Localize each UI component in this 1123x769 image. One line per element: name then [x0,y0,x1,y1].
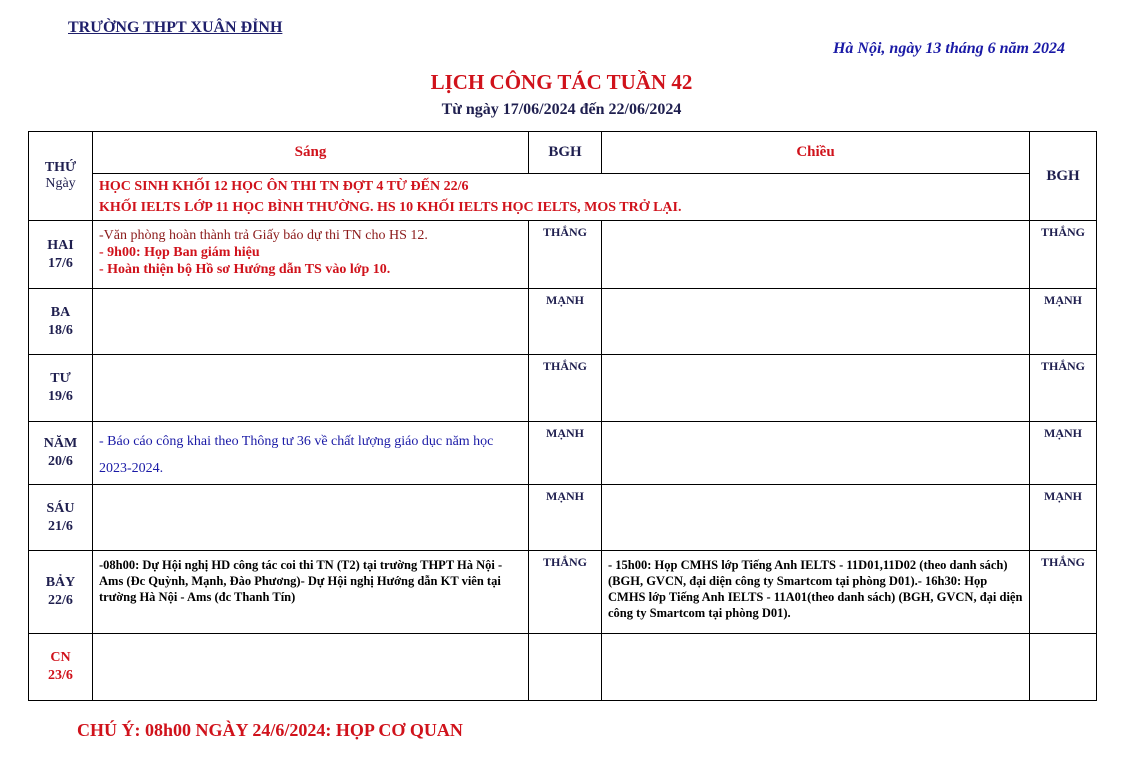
afternoon-cell [602,422,1030,485]
morning-cell [93,221,529,289]
day-date: 23/6 [48,668,73,683]
day-cell [29,289,93,355]
day-name: HAI [47,237,74,253]
bgh-morning-cell: THẮNG [529,221,602,289]
notice-row [29,174,1097,221]
table-row [29,634,1097,701]
header-bgh-afternoon: BGH [1030,132,1097,221]
morning-cell [93,422,529,485]
day-date: 20/6 [48,454,73,469]
page-subtitle: Từ ngày 17/06/2024 đến 22/06/2024 [441,101,682,118]
day-name: BẢY [45,575,76,590]
morning-cell [93,485,529,551]
activity-line: - Dự Hội nghị Hướng dẫn KT viên tại trường Hà Nội - Ams (đc Thanh Tín) [99,574,501,604]
afternoon-cell [602,634,1030,701]
afternoon-cell [602,551,1030,634]
notice-cell [93,174,1030,221]
bgh-afternoon-cell: MẠNH [1030,422,1097,485]
page-title: LỊCH CÔNG TÁC TUẦN 42 [430,70,693,94]
header-bgh-morning: BGH [529,132,602,174]
header-date-label: Ngày [45,176,76,191]
table-row [29,289,1097,355]
footer-note: CHÚ Ý: 08h00 NGÀY 24/6/2024: HỌP CƠ QUAN [77,720,463,740]
afternoon-cell [602,355,1030,422]
day-name: BA [50,304,71,320]
day-cell [29,355,93,422]
day-date: 21/6 [48,518,73,534]
notice-line-1: HỌC SINH KHỐI 12 HỌC ÔN THI TN ĐỢT 4 TỪ ĐẾN 22/6 [99,179,469,194]
afternoon-cell [602,221,1030,289]
school-name: TRƯỜNG THPT XUÂN ĐỈNH [68,19,283,36]
bgh-morning-cell [529,634,602,701]
bgh-afternoon-cell [1030,634,1097,701]
dateline: Hà Nội, ngày 13 tháng 6 năm 2024 [832,40,1065,57]
bgh-afternoon-cell: MẠNH [1030,485,1097,551]
header-day-cell [29,132,93,221]
bgh-afternoon-cell: THẮNG [1030,221,1097,289]
bgh-afternoon-cell: MẠNH [1030,289,1097,355]
bgh-morning-cell: MẠNH [529,289,602,355]
table-header-row [29,132,1097,174]
header-morning: Sáng [93,132,529,174]
bgh-morning-cell: THẮNG [529,355,602,422]
morning-cell [93,289,529,355]
bgh-morning-cell: MẠNH [529,422,602,485]
day-name: CN [50,650,71,665]
day-cell [29,551,93,634]
schedule-rows [29,221,1097,701]
morning-cell [93,551,529,634]
day-cell [29,221,93,289]
bgh-morning-cell: THẮNG [529,551,602,634]
day-cell [29,634,93,701]
afternoon-cell [602,289,1030,355]
day-date: 19/6 [48,389,73,404]
table-row [29,221,1097,289]
day-date: 17/6 [48,255,73,271]
bgh-afternoon-cell: THẮNG [1030,551,1097,634]
day-name: TƯ [50,371,71,386]
activity-line: - Hoàn thiện bộ Hồ sơ Hướng dẫn TS vào lớp 10. [99,262,391,277]
activity-line: - 9h00: Họp Ban giám hiệu [99,245,260,260]
bgh-afternoon-cell: THẮNG [1030,355,1097,422]
day-cell [29,422,93,485]
table-row [29,551,1097,634]
morning-cell [93,355,529,422]
schedule-table [28,131,1097,701]
bgh-morning-cell: MẠNH [529,485,602,551]
morning-cell [93,634,529,701]
activity-line: - 16h30: Họp CMHS lớp Tiếng Anh IELTS - 11A01(theo danh sách) (BGH, GVCN, đại diện công ty Smartcom tại phòng D01). [608,574,1023,620]
day-date: 22/6 [48,593,73,608]
notice-line-2: KHỐI IELTS LỚP 11 HỌC BÌNH THƯỜNG. HS 10 KHỐI IELTS HỌC IELTS, MOS TRỞ LẠI. [99,200,682,215]
activity-line: -08h00: Dự Hội nghị HD công tác coi thi TN (T2) tại trường THPT Hà Nội - Ams (Đc Quỳnh, Mạnh, Đào Phương) [99,558,503,588]
afternoon-cell [602,485,1030,551]
activity-line: - Báo cáo công khai theo Thông tư 36 về chất lượng giáo dục năm học 2023-2024. [99,434,494,476]
day-name: SÁU [46,500,75,516]
table-row [29,485,1097,551]
day-name: NĂM [43,436,78,451]
day-cell [29,485,93,551]
table-row [29,422,1097,485]
day-date: 18/6 [48,322,73,338]
activity-line: -Văn phòng hoàn thành trả Giấy báo dự thi TN cho HS 12. [99,228,428,243]
header-afternoon: Chiều [602,132,1030,174]
table-row [29,355,1097,422]
header-day-label: THỨ [44,160,77,175]
activity-line: - 15h00: Họp CMHS lớp Tiếng Anh IELTS - 11D01,11D02 (theo danh sách) (BGH, GVCN, đại diện công ty Smartcom tại phòng D01). [608,558,1008,588]
